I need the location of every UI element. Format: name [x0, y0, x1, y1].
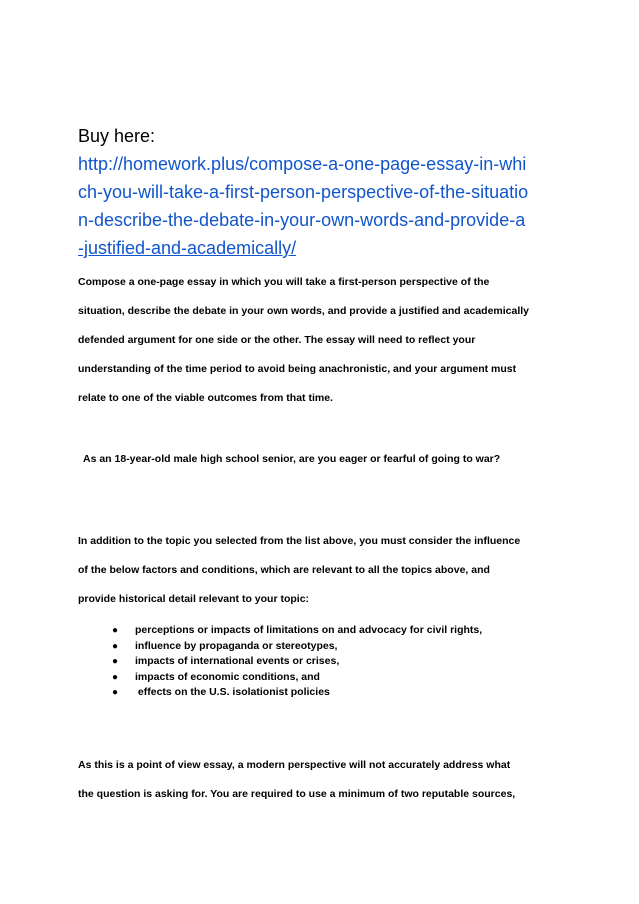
- purchase-link-line[interactable]: n-describe-the-debate-in-your-own-words-and-provide-a: [78, 210, 526, 230]
- list-item-text: impacts of international events or crises,: [135, 655, 340, 667]
- list-item: [112, 654, 482, 670]
- factors-list: [112, 623, 482, 701]
- paragraph-line: provide historical detail relevant to your topic:: [78, 593, 310, 605]
- paragraph-line: understanding of the time period to avoid being anachronistic, and your argument must: [78, 363, 517, 375]
- bullet-icon: ●: [112, 656, 119, 667]
- paragraph-line: the question is asking for. You are required to use a minimum of two reputable sources,: [78, 788, 516, 800]
- purchase-link-line[interactable]: -justified-and-academically/: [78, 238, 297, 258]
- list-item-text: impacts of economic conditions, and: [135, 670, 320, 683]
- list-item: [112, 670, 482, 686]
- purchase-link-line[interactable]: ch-you-will-take-a-first-person-perspective-of-the-situatio: [78, 182, 529, 202]
- list-item-text: perceptions or impacts of limitations on and advocacy for civil rights,: [135, 624, 483, 636]
- paragraph-line: of the below factors and conditions, which are relevant to all the topics above, and: [78, 564, 490, 576]
- paragraph-line: relate to one of the viable outcomes from that time.: [78, 392, 333, 404]
- paragraph-line: As this is a point of view essay, a modern perspective will not accurately address what: [78, 759, 511, 771]
- purchase-link-line[interactable]: http://homework.plus/compose-a-one-page-essay-in-whi: [78, 154, 527, 174]
- buy-section: [78, 122, 568, 262]
- essay-question: As an 18-year-old male high school senior, are you eager or fearful of going to war?: [83, 453, 501, 465]
- paragraph-line: defended argument for one side or the other. The essay will need to reflect your: [78, 334, 476, 346]
- list-item: [112, 623, 482, 639]
- list-item: [112, 639, 482, 655]
- buy-label: Buy here:: [78, 126, 156, 146]
- list-item-text: influence by propaganda or stereotypes,: [135, 639, 338, 652]
- factors-paragraph: [78, 527, 578, 614]
- bullet-icon: ●: [112, 640, 119, 652]
- purchase-link[interactable]: [78, 150, 568, 262]
- bullet-icon: ●: [112, 687, 119, 698]
- list-item-text: effects on the U.S. isolationist policies: [135, 686, 330, 698]
- paragraph-line: In addition to the topic you selected from the list above, you must consider the influence: [78, 535, 521, 547]
- paragraph-line: Compose a one-page essay in which you will take a first-person perspective of the: [78, 276, 490, 288]
- bullet-icon: ●: [112, 671, 119, 683]
- perspective-paragraph: [78, 751, 578, 809]
- bullet-icon: ●: [112, 625, 119, 636]
- instructions-paragraph: [78, 268, 578, 413]
- list-item: [112, 685, 482, 701]
- paragraph-line: situation, describe the debate in your own words, and provide a justified and academically: [78, 305, 530, 317]
